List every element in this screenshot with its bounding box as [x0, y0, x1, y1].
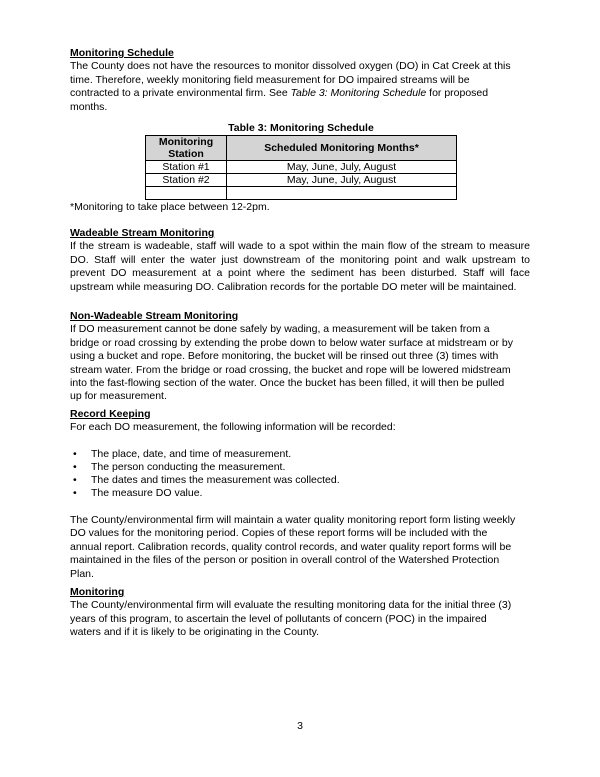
paragraph-line: using a bucket and rope. Before monitoring, the bucket will be rinsed out three (3) times with — [70, 350, 499, 363]
record-keeping-paragraph — [70, 514, 530, 581]
paragraph-line: annual report. Calibration records, quality control records, and water quality report forms will be — [70, 540, 512, 553]
table-cell — [227, 187, 457, 200]
text-span: for proposed — [426, 87, 489, 100]
table-row — [146, 187, 457, 200]
table-footnote: *Monitoring to take place between 12-2pm. — [70, 201, 270, 213]
paragraph-line: stream water. From the bridge or road crossing, the bucket and rope will be lowered midstream — [70, 363, 511, 376]
paragraph-line: For each DO measurement, the following information will be recorded: — [70, 421, 396, 434]
paragraph-line: bridge or road crossing by extending the probe down to below water surface at midstream or by — [70, 336, 513, 349]
paragraph-line: up for measurement. — [70, 390, 167, 403]
paragraph-line: If DO measurement cannot be done safely by wading, a measurement will be taken from a — [70, 323, 490, 336]
section-monitoring-schedule — [70, 47, 530, 114]
section-record-keeping — [70, 408, 530, 435]
paragraph-line: The County/environmental firm will evaluate the resulting monitoring data for the initial three (3) — [70, 599, 512, 612]
table-caption: Table 3: Monitoring Schedule — [228, 122, 374, 134]
table-cell: May, June, July, August — [227, 161, 457, 174]
paragraph-line: DO values for the monitoring period. Copies of these report forms will be included with the — [70, 527, 488, 540]
paragraph-line: maintained in the files of the person or position in overall control of the Watershed Protection — [70, 554, 500, 567]
table-cell — [146, 187, 227, 200]
paragraph-line — [70, 87, 530, 100]
paragraph-line: months. — [70, 100, 108, 113]
list-item: • The measure DO value. — [70, 487, 340, 500]
table-cell: Station #2 — [146, 174, 227, 187]
monitoring-schedule-table — [145, 135, 457, 200]
table-cell: Station #1 — [146, 161, 227, 174]
column-header: Scheduled Monitoring Months* — [227, 136, 457, 161]
table-row — [146, 174, 457, 187]
page-number: 3 — [297, 720, 303, 732]
paragraph-line: time. Therefore, weekly monitoring field measurement for DO impaired streams will be — [70, 73, 470, 86]
table-cell: May, June, July, August — [227, 174, 457, 187]
text-span: contracted to a private environmental firm. See — [70, 87, 291, 100]
paragraph-line: years of this program, to ascertain the level of pollutants of concern (POC) in the impaired — [70, 612, 487, 625]
paragraph-line: Plan. — [70, 567, 94, 580]
section-heading: Monitoring — [70, 586, 125, 598]
paragraph-line: into the fast-flowing section of the water. Once the bucket has been filled, it will then be pulled — [70, 377, 505, 390]
section-non-wadeable — [70, 310, 530, 404]
list-item: • The place, date, and time of measurement. — [70, 448, 340, 461]
list-item: • The dates and times the measurement was collected. — [70, 474, 340, 487]
paragraph-line: The County does not have the resources to monitor dissolved oxygen (DO) in Cat Creek at this — [70, 60, 511, 73]
section-heading: Non-Wadeable Stream Monitoring — [70, 310, 239, 322]
section-wadeable — [70, 227, 530, 294]
section-heading: Record Keeping — [70, 408, 151, 420]
recorded-info-list — [70, 448, 340, 500]
section-heading: Wadeable Stream Monitoring — [70, 227, 215, 239]
section-monitoring — [70, 586, 530, 640]
table-reference: Table 3: Monitoring Schedule — [290, 87, 427, 100]
paragraph-line: waters and if it is likely to be originating in the County. — [70, 626, 320, 639]
section-heading: Monitoring Schedule — [70, 47, 174, 59]
table-header-row — [146, 136, 457, 161]
table-row — [146, 161, 457, 174]
paragraph-line: The County/environmental firm will maintain a water quality monitoring report form listing weekly — [70, 514, 516, 526]
column-header: Monitoring Station — [146, 136, 227, 161]
paragraph: If the stream is wadeable, staff will wade to a spot within the main flow of the stream to measure DO. Staff will enter the water just downstream of the monitoring point and walk upstream to prevent DO measurement at a point where the sediment has been disturbed. Staff will face upstream while measuring DO. Calibration records for the portable DO meter will be maintained. — [70, 240, 530, 293]
list-item: • The person conducting the measurement. — [70, 461, 340, 474]
